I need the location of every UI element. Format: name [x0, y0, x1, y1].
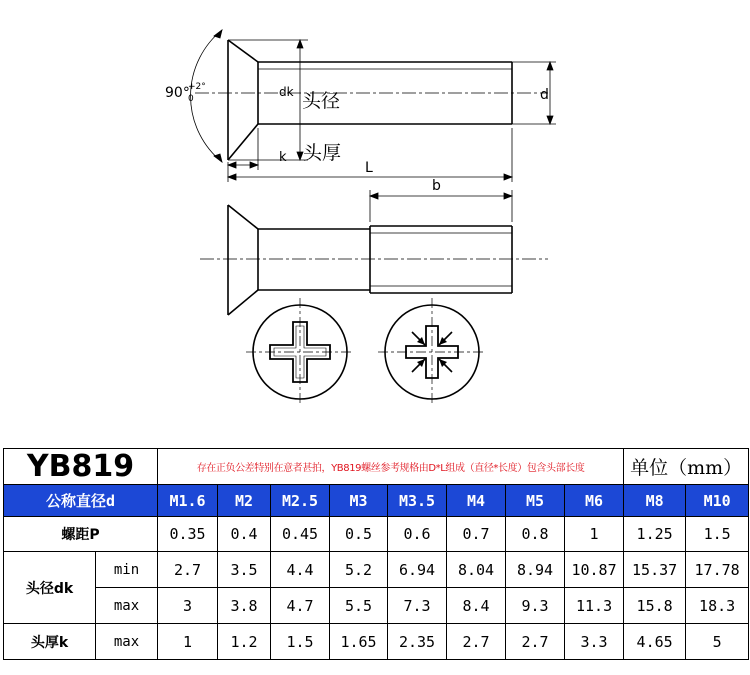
angle-tolerance-zero: 0 [188, 94, 194, 104]
pitch-cell: 0.7 [447, 517, 506, 552]
dk-min-cell: 17.78 [686, 552, 749, 588]
dk-max-cell: 4.7 [271, 588, 330, 624]
pitch-cell: 0.45 [271, 517, 330, 552]
size-cell: M4 [447, 485, 506, 517]
dk-max-cell: 7.3 [388, 588, 447, 624]
k-label: 头厚k [4, 624, 96, 660]
size-cell: M3.5 [388, 485, 447, 517]
angle-tolerance-plus: +2° [188, 82, 206, 92]
k-max-cell: 1.65 [330, 624, 388, 660]
dk-max-cell: 11.3 [565, 588, 624, 624]
unit-label: 单位（mm） [624, 449, 749, 485]
dk-max-cell: 5.5 [330, 588, 388, 624]
model-name: YB819 [4, 449, 158, 485]
size-header-row [4, 485, 749, 517]
k-max-cell: 2.7 [447, 624, 506, 660]
tolerance-note: 存在正负公差特别在意者甚拍，YB819螺丝参考规格由D*L组成（直径*长度）包含头部长度 [158, 449, 624, 485]
k-max-cell: 1.5 [271, 624, 330, 660]
dk-min-label: min [96, 552, 158, 588]
pitch-label: 螺距P [4, 517, 158, 552]
k-chinese-label: 头厚 [303, 142, 342, 164]
k-max-label: max [96, 624, 158, 660]
size-cell: M5 [506, 485, 565, 517]
top-screw-view [195, 40, 548, 160]
k-max-cell: 1 [158, 624, 218, 660]
dk-min-cell: 2.7 [158, 552, 218, 588]
dk-max-row [4, 588, 749, 624]
size-cell: M2 [218, 485, 271, 517]
size-cell: M6 [565, 485, 624, 517]
dk-min-cell: 4.4 [271, 552, 330, 588]
L-symbol: L [365, 160, 373, 176]
size-cell: M10 [686, 485, 749, 517]
b-symbol: b [432, 178, 441, 194]
dk-max-label: max [96, 588, 158, 624]
k-max-cell: 2.7 [506, 624, 565, 660]
dk-min-cell: 8.94 [506, 552, 565, 588]
pitch-cell: 0.35 [158, 517, 218, 552]
k-max-cell: 5 [686, 624, 749, 660]
pozidriv-head-icon [378, 298, 486, 406]
k-max-cell: 3.3 [565, 624, 624, 660]
pitch-cell: 0.5 [330, 517, 388, 552]
dk-min-cell: 3.5 [218, 552, 271, 588]
dk-min-cell: 8.04 [447, 552, 506, 588]
dk-chinese-label: 头径 [302, 90, 341, 112]
specification-table [3, 448, 749, 660]
dk-symbol: dk [279, 85, 294, 99]
k-max-cell: 2.35 [388, 624, 447, 660]
dk-min-cell: 10.87 [565, 552, 624, 588]
size-cell: M1.6 [158, 485, 218, 517]
pitch-row [4, 517, 749, 552]
dk-min-cell: 15.37 [624, 552, 686, 588]
phillips-head-icon [246, 298, 354, 406]
pitch-cell: 1.25 [624, 517, 686, 552]
dk-label: 头径dk [4, 552, 96, 624]
dk-min-cell: 5.2 [330, 552, 388, 588]
size-cell: M8 [624, 485, 686, 517]
dk-max-cell: 15.8 [624, 588, 686, 624]
size-header-label: 公称直径d [4, 485, 158, 517]
pitch-cell: 0.6 [388, 517, 447, 552]
d-symbol: d [540, 87, 549, 103]
dk-min-row [4, 552, 749, 588]
b-dimension [370, 190, 512, 222]
k-symbol: k [279, 150, 287, 165]
angle-label: 90° [165, 85, 190, 101]
dk-min-cell: 6.94 [388, 552, 447, 588]
title-row [4, 449, 749, 485]
size-cell: M2.5 [271, 485, 330, 517]
dk-max-cell: 9.3 [506, 588, 565, 624]
pitch-cell: 1.5 [686, 517, 749, 552]
bottom-screw-view [200, 205, 548, 315]
k-max-cell: 1.2 [218, 624, 271, 660]
pitch-cell: 1 [565, 517, 624, 552]
pitch-cell: 0.8 [506, 517, 565, 552]
size-cell: M3 [330, 485, 388, 517]
k-max-row [4, 624, 749, 660]
dk-max-cell: 8.4 [447, 588, 506, 624]
dk-max-cell: 18.3 [686, 588, 749, 624]
dk-max-cell: 3 [158, 588, 218, 624]
pitch-cell: 0.4 [218, 517, 271, 552]
k-max-cell: 4.65 [624, 624, 686, 660]
dk-max-cell: 3.8 [218, 588, 271, 624]
